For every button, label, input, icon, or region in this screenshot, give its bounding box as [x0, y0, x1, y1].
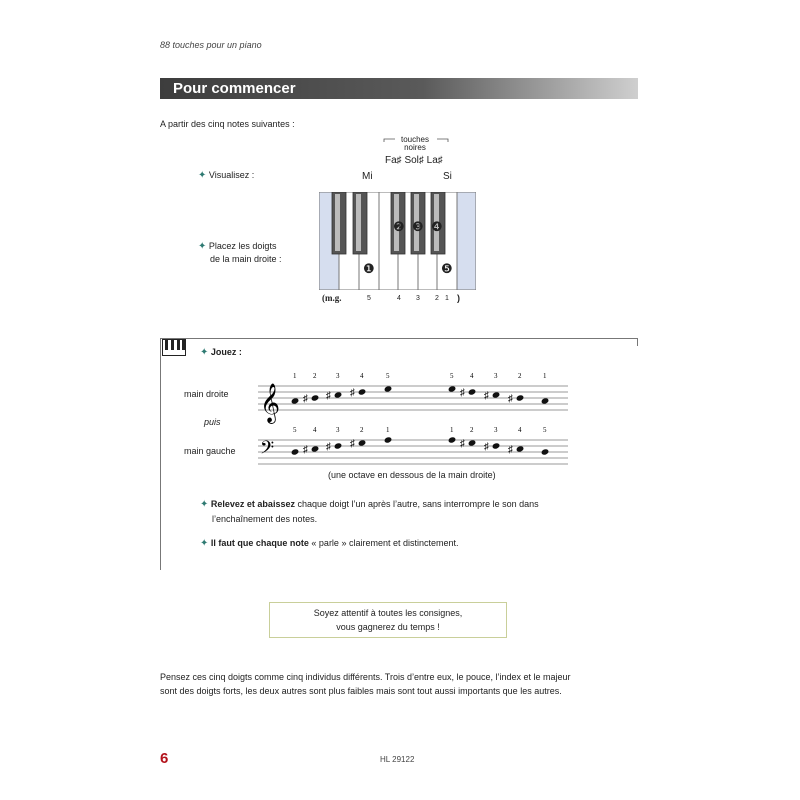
note-head [541, 448, 550, 455]
note-head [468, 439, 477, 446]
note-head [492, 391, 501, 398]
instr1-bold: Relevez et abaissez [210, 499, 295, 509]
mg-num-2: 2 [435, 295, 439, 302]
puis-label: puis [204, 417, 221, 427]
star-bullet-icon: ✦ [200, 499, 209, 510]
treble-staff [258, 372, 568, 424]
note-head [468, 388, 477, 395]
visualize-row [198, 170, 254, 181]
finger-number: 5 [293, 426, 297, 434]
sharp-sign: ♯ [326, 441, 331, 453]
fingers-label-line2: de la main droite : [210, 254, 282, 264]
fingers-label-block [198, 240, 282, 266]
sharp-sign: ♯ [460, 387, 465, 399]
finger-number: 2 [313, 372, 317, 380]
finger-5-marker: ❺ [441, 261, 453, 276]
sharp-sign: ♯ [484, 390, 489, 402]
instruction-1 [200, 497, 618, 526]
bass-staff [258, 426, 568, 464]
bass-clef-icon: 𝄢 [260, 437, 275, 462]
note-head [334, 391, 343, 398]
piano-keys-icon [162, 339, 186, 356]
sharp-sign: ♯ [303, 444, 308, 456]
callout-box [269, 602, 507, 638]
instr2-bold: Il faut que chaque note [210, 538, 309, 548]
finger-number: 5 [543, 426, 547, 434]
finger-number: 3 [494, 426, 498, 434]
finger-number: 1 [450, 426, 454, 434]
finger-number: 5 [450, 372, 454, 380]
note-head [448, 385, 457, 392]
note-head [311, 394, 320, 401]
instr1-line2: l’enchaînement des notes. [212, 514, 318, 524]
finger-number: 3 [336, 372, 340, 380]
music-staves [258, 370, 570, 470]
note-si: Si [443, 171, 452, 182]
treble-label: main droite [184, 389, 229, 399]
note-head [291, 448, 300, 455]
mg-num-1: 1 [445, 295, 449, 302]
sharp-sign: ♯ [484, 441, 489, 453]
instruction-2 [200, 536, 459, 551]
note-head [541, 397, 550, 404]
highlight-key-right [457, 193, 476, 290]
finger-4-marker: ❹ [431, 219, 443, 234]
note-head [384, 385, 393, 392]
star-bullet-icon: ✦ [200, 347, 209, 358]
finger-number: 1 [293, 372, 297, 380]
finger-number: 4 [518, 426, 522, 434]
callout-line1: Soyez attentif à toutes les consignes, [313, 608, 463, 618]
note-head [358, 388, 367, 395]
sharp-sign: ♯ [303, 393, 308, 405]
section-title: Pour commencer [160, 78, 638, 99]
finger-number: 4 [313, 426, 317, 434]
note-head [492, 442, 501, 449]
finger-2-marker: ❷ [393, 219, 405, 234]
finger-number: 4 [470, 372, 474, 380]
fingers-label-line1: Placez les doigts [208, 241, 277, 251]
black-notes-label: Fa♯ Sol♯ La♯ [385, 155, 443, 166]
sharp-sign: ♯ [508, 393, 513, 405]
note-head [311, 445, 320, 452]
finger-number: 2 [470, 426, 474, 434]
mg-num-4: 4 [397, 295, 401, 302]
finger-1-marker: ❶ [363, 261, 375, 276]
sharp-sign: ♯ [350, 387, 355, 399]
finger-number: 5 [386, 372, 390, 380]
note-head [384, 436, 393, 443]
note-head [516, 394, 525, 401]
note-head [448, 436, 457, 443]
finger-number: 2 [518, 372, 522, 380]
finger-number: 2 [360, 426, 364, 434]
treble-clef-icon: 𝄞 [260, 385, 281, 422]
body-line1: Pensez ces cinq doigts comme cinq individus différents. Trois d’entre eux, le pouce, l’index et le majeur [160, 672, 571, 682]
bracket-decoration [383, 136, 449, 156]
sharp-sign: ♯ [508, 444, 513, 456]
finger-3-marker: ❸ [412, 219, 424, 234]
catalog-number: HL 29122 [380, 755, 415, 764]
sharp-sign: ♯ [350, 438, 355, 450]
instr2-rest: « parle » clairement et distinctement. [308, 538, 459, 548]
finger-number: 3 [494, 372, 498, 380]
instr1-rest: chaque doigt l’un après l’autre, sans interrompre le son dans [294, 499, 539, 509]
visualize-label: Visualisez : [208, 170, 255, 180]
note-mi: Mi [362, 171, 373, 182]
finger-number: 1 [543, 372, 547, 380]
mg-open: (m.g. [322, 293, 342, 303]
note-head [516, 445, 525, 452]
star-bullet-icon: ✦ [200, 538, 209, 549]
sharp-sign: ♯ [460, 438, 465, 450]
touches-line2: noires [404, 143, 426, 152]
note-head [291, 397, 300, 404]
sharp-sign: ♯ [326, 390, 331, 402]
finger-number: 3 [336, 426, 340, 434]
mg-close: ) [457, 293, 460, 303]
jouez-row [200, 347, 242, 358]
star-bullet-icon: ✦ [198, 241, 207, 252]
body-line2: sont des doigts forts, les deux autres sont plus faibles mais sont tout aussi importants que les autres. [160, 686, 562, 696]
note-head [358, 439, 367, 446]
jouez-label: Jouez : [210, 347, 242, 357]
mg-num-3: 3 [416, 295, 420, 302]
intro-text: A partir des cinq notes suivantes : [160, 119, 295, 129]
bass-label: main gauche [184, 446, 236, 456]
page-number: 6 [160, 750, 169, 767]
octave-note: (une octave en dessous de la main droite) [328, 470, 496, 480]
finger-number: 4 [360, 372, 364, 380]
callout-line2: vous gagnerez du temps ! [336, 622, 440, 632]
note-head [334, 442, 343, 449]
running-title: 88 touches pour un piano [160, 40, 262, 50]
finger-number: 1 [386, 426, 390, 434]
mg-num-5: 5 [367, 295, 371, 302]
star-bullet-icon: ✦ [198, 170, 207, 181]
touches-line1: touches [400, 135, 430, 144]
body-paragraph [160, 670, 638, 698]
